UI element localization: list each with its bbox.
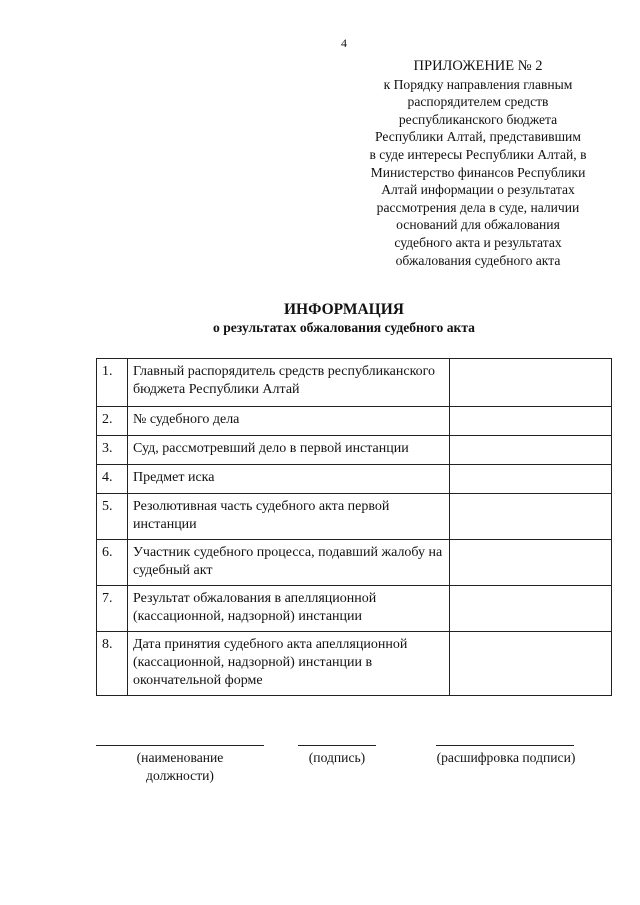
annex-line: обжалования судебного акта [395, 252, 561, 268]
annex-line: республиканского бюджета [398, 111, 558, 127]
annex-line: к Порядку направления главным [383, 76, 573, 92]
position-line [96, 745, 264, 746]
row-number: 7. [97, 586, 128, 632]
row-value-cell [450, 436, 612, 465]
row-value-cell [450, 540, 612, 586]
row-number: 8. [97, 632, 128, 696]
document-title: ИНФОРМАЦИЯ [284, 301, 404, 318]
annex-line: Республики Алтай, представившим [375, 129, 581, 145]
table-row [97, 436, 612, 465]
row-value-cell [450, 407, 612, 436]
annex-line: оснований для обжалования [396, 217, 560, 233]
table-row [97, 632, 612, 696]
decode-signature-field [426, 745, 586, 767]
annex-line: судебного акта и результатах [394, 234, 562, 250]
signature-caption: (подпись) [308, 750, 366, 765]
document-heading [0, 300, 640, 336]
row-label: Суд, рассмотревший дело в первой инстанции [128, 436, 450, 465]
table-row [97, 586, 612, 632]
annex-line: распорядителем средств [407, 94, 549, 110]
signature-field [298, 745, 376, 767]
decode-line [436, 745, 574, 746]
row-number: 3. [97, 436, 128, 465]
table-row [97, 540, 612, 586]
table-row [97, 359, 612, 407]
table-row [97, 465, 612, 494]
signature-line [298, 745, 376, 746]
row-label: Результат обжалования в апелляционной (кассационной, надзорной) инстанции [128, 586, 450, 632]
row-label: Предмет иска [128, 465, 450, 494]
info-table [96, 358, 612, 696]
annex-title: ПРИЛОЖЕНИЕ № 2 [413, 58, 543, 74]
position-signature-field [96, 745, 264, 785]
row-value-cell [450, 586, 612, 632]
row-label: Резолютивная часть судебного акта первой инстанции [128, 494, 450, 540]
annex-line: Министерство финансов Республики [370, 164, 586, 180]
row-value-cell [450, 494, 612, 540]
annex-line: рассмотрения дела в суде, наличии [376, 199, 580, 215]
row-number: 6. [97, 540, 128, 586]
row-label: Главный распорядитель средств республиканского бюджета Республики Алтай [128, 359, 450, 407]
row-value-cell [450, 465, 612, 494]
row-label: Дата принятия судебного акта апелляционной (кассационной, надзорной) инстанции в окончательной форме [128, 632, 450, 696]
annex-line: Алтай информации о результатах [381, 182, 575, 198]
row-number: 2. [97, 407, 128, 436]
row-label: № судебного дела [128, 407, 450, 436]
row-value-cell [450, 632, 612, 696]
row-label: Участник судебного процесса, подавший жалобу на судебный акт [128, 540, 450, 586]
page-number: 4 [341, 36, 347, 50]
row-number: 4. [97, 465, 128, 494]
annex-line: в суде интересы Республики Алтай, в [369, 146, 587, 162]
row-number: 1. [97, 359, 128, 407]
row-number: 5. [97, 494, 128, 540]
table-row [97, 407, 612, 436]
row-value-cell [450, 359, 612, 407]
table-row [97, 494, 612, 540]
document-subtitle: о результатах обжалования судебного акта [213, 320, 475, 335]
annex-block [348, 58, 608, 269]
decode-caption: (расшифровка подписи) [436, 750, 576, 765]
position-caption: (наименование должности) [136, 750, 224, 783]
